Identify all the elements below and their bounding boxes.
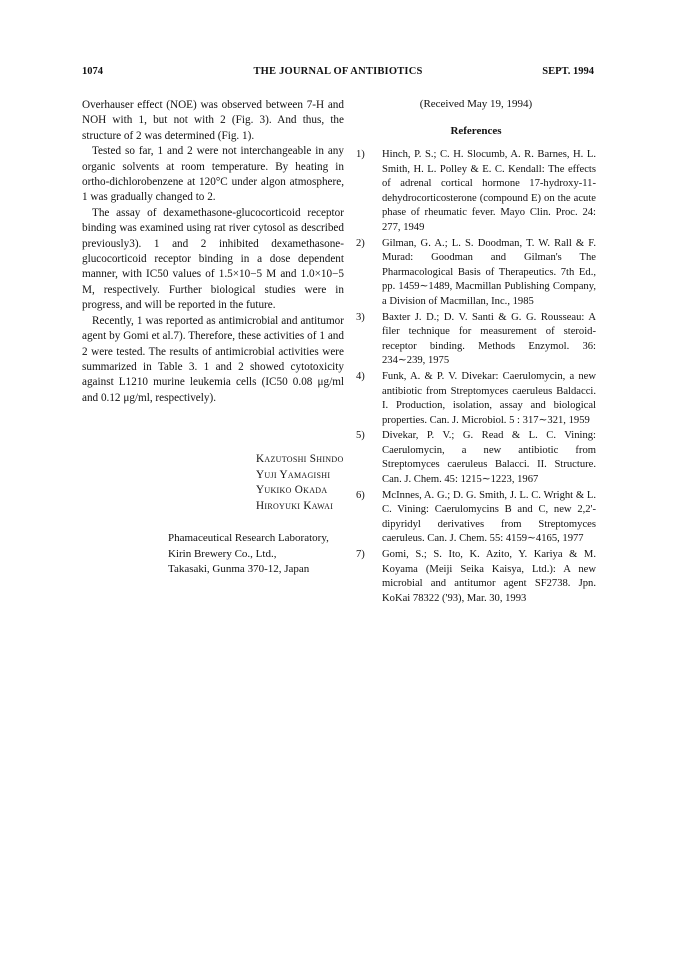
paragraph: Tested so far, 1 and 2 were not interchangeable in any organic solvents at room temperature. By heating in ortho-dichlorobenzene at 120°C under algon atmosphere, 1 was gradually changed to 2. [82, 145, 344, 204]
author-list [256, 452, 344, 514]
reference-text: Gomi, S.; S. Ito, K. Azito, Y. Kariya & M. Koyama (Meiji Seika Kaisya, Ltd.): A new microbial and antitumor agent SF2738. Jpn. KoKai 78322 ('93), Mar. 30, 1993 [382, 549, 596, 604]
reference-number: 7) [356, 549, 365, 561]
reference-number: 5) [356, 430, 365, 442]
reference-text: Hinch, P. S.; C. H. Slocumb, A. R. Barnes, H. L. Smith, H. L. Polley & E. C. Kendall: The effects of adrenal cortical hormone 17-hydroxy-11-dehydrocorticosterone (compound E) on the acute phase of rheumatic fever. Mayo Clin. Proc. 24: 277, 1949 [382, 149, 596, 233]
reference-text: Gilman, G. A.; L. S. Doodman, T. W. Rall & F. Murad: Goodman and Gilman's The Pharmacological Basis of Therapeutics. 7th Ed., pp. 1459∼1489, Macmillan Publishing Company, a Division of Macmillan, Inc., 1985 [382, 237, 596, 307]
reference-item [356, 429, 596, 487]
journal-title: THE JOURNAL OF ANTIBIOTICS [253, 66, 423, 77]
reference-item [356, 370, 596, 428]
reference-item [356, 489, 596, 547]
reference-list [356, 148, 596, 606]
reference-number: 2) [356, 237, 365, 249]
issue-date: SEPT. 1994 [542, 66, 594, 77]
reference-text: McInnes, A. G.; D. G. Smith, J. L. C. Wright & L. C. Vining: Caerulomycins B and C, new 2,2'-dipyridyl derivatives from Streptomyces caeruleus. Can. J. Chem. 55: 4159∼4165, 1977 [382, 489, 596, 545]
reference-item [356, 148, 596, 236]
left-column [82, 98, 344, 406]
page-number: 1074 [82, 66, 103, 77]
reference-text: Funk, A. & P. V. Divekar: Caerulomycin, a new antibiotic from Streptomyces caeruleus Baldacci. I. Production, isolation, assay and biological properties. Can. J. Microbiol. 5 : 317∼321, 1959 [382, 370, 596, 426]
right-column [356, 98, 596, 607]
paragraph: Overhauser effect (NOE) was observed between 7-H and NOH with 1, but not with 2 (Fig. 3). And thus, the structure of 2 was determined (Fig. 1). [82, 99, 344, 142]
author-name: Yuji Yamagishi [256, 468, 331, 481]
author-name: Yukiko Okada [256, 484, 328, 496]
paragraph: The assay of dexamethasone-glucocorticoid receptor binding was examined using rat river cytosol as described previously3). 1 and 2 inhibited dexamethasone-glucocorticoid receptor binding in a dose dependent manner, with IC50 values of 1.5×10−5 M and 1.0×10−5 M, respectively. Further biological studies were in progress, and will be reported in the future. [82, 206, 344, 312]
author-name: Hiroyuki Kawai [256, 499, 334, 512]
reference-item [356, 548, 596, 606]
reference-item [356, 237, 596, 310]
reference-text: Divekar, P. V.; G. Read & L. C. Vining: Caerulomycin, a new antibiotic from Streptomyces caeruleus Balacci. II. Structure. Can. J. Chem. 45: 1215∼1223, 1967 [382, 430, 596, 486]
reference-number: 1) [356, 149, 365, 160]
running-header [82, 66, 594, 82]
reference-number: 6) [356, 489, 365, 501]
references-heading: References [450, 125, 502, 137]
affiliation-line: Takasaki, Gunma 370-12, Japan [168, 563, 310, 575]
reference-text: Baxter J. D.; D. V. Santi & G. G. Rousseau: A filer technique for measurement of steroid-receptor binding. Methods Enzymol. 36: 234∼239, 1975 [382, 311, 596, 367]
paragraph: Recently, 1 was reported as antimicrobial and antitumor agent by Gomi et al.7). Therefore, these activities of 1 and 2 were tested. The results of antimicrobial activities were summarized in Table 3. 1 and 2 showed cytotoxicity against L1210 murine leukemia cells (IC50 0.08 μg/ml and 0.12 μg/ml, respectively). [82, 314, 344, 404]
reference-number: 4) [356, 370, 365, 382]
author-name: Kazutoshi Shindo [256, 453, 344, 465]
reference-number: 3) [356, 311, 365, 323]
reference-item [356, 311, 596, 369]
affiliation-line: Kirin Brewery Co., Ltd., [168, 547, 277, 560]
affiliation [168, 531, 329, 578]
affiliation-line: Phamaceutical Research Laboratory, [168, 532, 329, 544]
received-date: (Received May 19, 1994) [419, 98, 533, 110]
